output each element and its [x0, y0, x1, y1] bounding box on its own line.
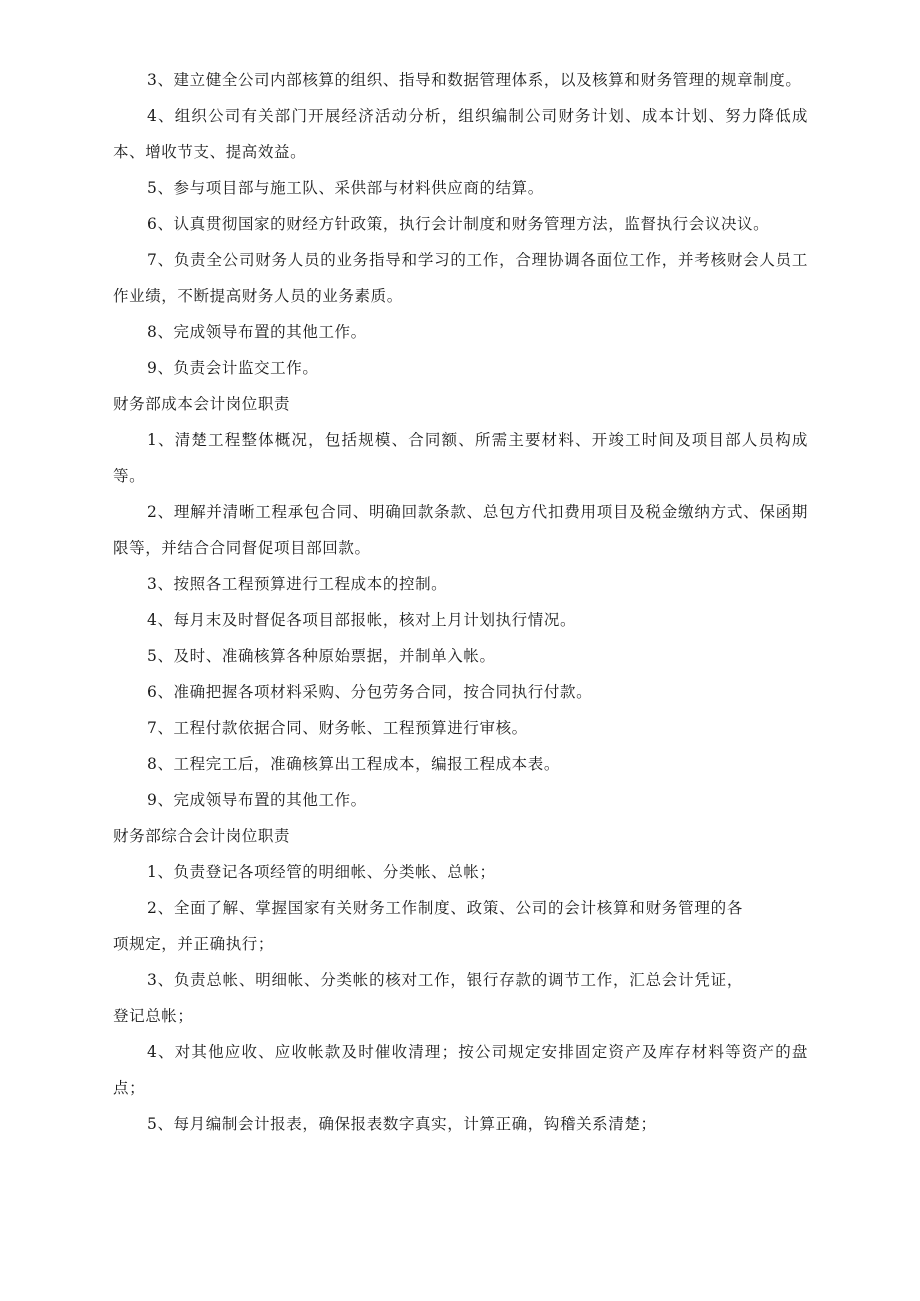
duty-item: 7、工程付款依据合同、财务帐、工程预算进行审核。	[147, 719, 528, 737]
duty-item: 8、工程完工后，准确核算出工程成本，编报工程成本表。	[147, 755, 560, 773]
section-heading-general-accountant: 财务部综合会计岗位职责	[113, 827, 291, 845]
duty-item: 3、按照各工程预算进行工程成本的控制。	[147, 575, 448, 593]
duty-item: 8、完成领导布置的其他工作。	[147, 323, 367, 341]
duty-item: 9、负责会计监交工作。	[147, 359, 319, 377]
duty-item: 2、全面了解、掌握国家有关财务工作制度、政策、公司的会计核算和财务管理的各项规定，并正确执行；	[113, 899, 743, 953]
duty-item: 4、对其他应收、应收帐款及时催收清理；按公司规定安排固定资产及库存材料等资产的盘点；	[113, 1043, 808, 1097]
duty-item: 3、建立健全公司内部核算的组织、指导和数据管理体系，以及核算和财务管理的规章制度。	[147, 71, 802, 89]
duty-item: 6、认真贯彻国家的财经方针政策，执行会计制度和财务管理方法，监督执行会议决议。	[147, 215, 770, 233]
section-heading-cost-accountant: 财务部成本会计岗位职责	[113, 395, 291, 413]
duty-item: 1、负责登记各项经管的明细帐、分类帐、总帐；	[147, 863, 496, 881]
document-body	[113, 62, 808, 1142]
duty-item: 4、每月末及时督促各项目部报帐，核对上月计划执行情况。	[147, 611, 577, 629]
duty-item: 1、清楚工程整体概况，包括规模、合同额、所需主要材料、开竣工时间及项目部人员构成等。	[113, 431, 808, 485]
duty-item: 2、理解并清晰工程承包合同、明确回款条款、总包方代扣费用项目及税金缴纳方式、保函期限等，并结合合同督促项目部回款。	[113, 503, 808, 557]
duty-item: 4、组织公司有关部门开展经济活动分析，组织编制公司财务计划、成本计划、努力降低成本、增收节支、提高效益。	[113, 107, 808, 161]
duty-item: 7、负责全公司财务人员的业务指导和学习的工作，合理协调各面位工作，并考核财会人员工作业绩，不断提高财务人员的业务素质。	[113, 251, 808, 305]
duty-item: 9、完成领导布置的其他工作。	[147, 791, 367, 809]
duty-item: 5、每月编制会计报表，确保报表数字真实，计算正确，钩稽关系清楚；	[147, 1115, 657, 1133]
duty-item: 5、参与项目部与施工队、采供部与材料供应商的结算。	[147, 179, 544, 197]
duty-item: 3、负责总帐、明细帐、分类帐的核对工作，银行存款的调节工作，汇总会计凭证，登记总帐；	[113, 971, 743, 1025]
duty-item: 6、准确把握各项材料采购、分包劳务合同，按合同执行付款。	[147, 683, 593, 701]
duty-item: 5、及时、准确核算各种原始票据，并制单入帐。	[147, 647, 496, 665]
